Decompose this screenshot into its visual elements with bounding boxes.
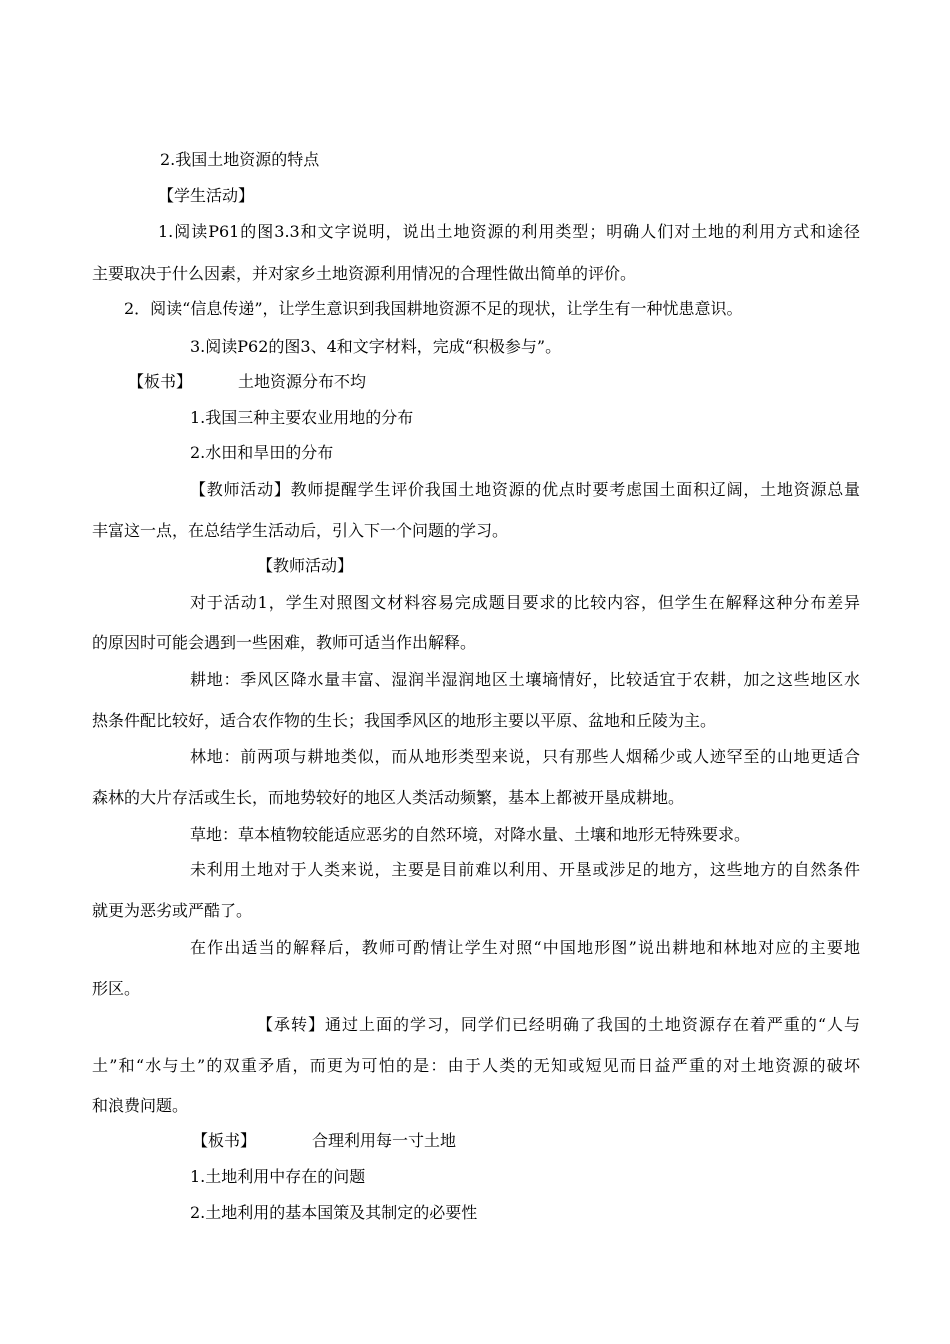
board-tag: 【板书】 bbox=[192, 1131, 257, 1150]
paragraph-line: 丰富这一点，在总结学生活动后，引入下一个问题的学习。 bbox=[92, 521, 509, 540]
paragraph-line: 对于活动1，学生对照图文材料容易完成题目要求的比较内容，但学生在解释这种分布差异 bbox=[190, 593, 860, 612]
paragraph-line: 【教师活动】教师提醒学生评价我国土地资源的优点时要考虑国土面积辽阔，土地资源总量 bbox=[190, 480, 860, 499]
board-item: 2.水田和旱田的分布 bbox=[190, 443, 334, 462]
teacher-activity-label: 【教师活动】 bbox=[257, 556, 354, 575]
paragraph-line: 1.阅读P61的图3.3和文字说明，说出土地资源的利用类型；明确人们对土地的利用方式和途径 bbox=[158, 222, 860, 241]
paragraph-line: 林地：前两项与耕地类似，而从地形类型来说，只有那些人烟稀少或人迹罕至的山地更适合 bbox=[190, 747, 860, 766]
paragraph-line: 3.阅读P62的图3、4和文字材料，完成“积极参与”。 bbox=[190, 337, 562, 356]
paragraph-line: 【承转】通过上面的学习，同学们已经明确了我国的土地资源存在着严重的“人与 bbox=[257, 1015, 860, 1034]
board-tag: 【板书】 bbox=[128, 372, 193, 391]
board-heading bbox=[128, 372, 366, 392]
paragraph-line: 热条件配比较好，适合农作物的生长；我国季风区的地形主要以平原、盆地和丘陵为主。 bbox=[92, 711, 717, 730]
paragraph-line: 2．阅读“信息传递”，让学生意识到我国耕地资源不足的现状，让学生有一种忧患意识。 bbox=[124, 299, 743, 318]
board-title: 合理利用每一寸土地 bbox=[312, 1131, 457, 1150]
paragraph-line: 和浪费问题。 bbox=[92, 1096, 189, 1115]
board-item: 1.我国三种主要农业用地的分布 bbox=[190, 408, 414, 427]
paragraph-line: 在作出适当的解释后，教师可酌情让学生对照“中国地形图”说出耕地和林地对应的主要地 bbox=[190, 938, 860, 957]
paragraph-line: 就更为恶劣或严酷了。 bbox=[92, 901, 253, 920]
paragraph-line: 形区。 bbox=[92, 979, 141, 998]
paragraph-line: 森林的大片存活或生长，而地势较好的地区人类活动频繁，基本上都被开垦成耕地。 bbox=[92, 788, 685, 807]
board-item: 1.土地利用中存在的问题 bbox=[190, 1167, 366, 1186]
board-heading bbox=[192, 1131, 456, 1151]
paragraph-line: 未利用土地对于人类来说，主要是目前难以利用、开垦或涉足的地方，这些地方的自然条件 bbox=[190, 860, 860, 879]
paragraph-line: 草地：草本植物较能适应恶劣的自然环境，对降水量、土壤和地形无特殊要求。 bbox=[190, 825, 751, 844]
student-activity-label: 【学生活动】 bbox=[158, 186, 255, 205]
section-heading: 2.我国土地资源的特点 bbox=[160, 150, 320, 169]
paragraph-line: 的原因时可能会遇到一些困难，教师可适当作出解释。 bbox=[92, 633, 477, 652]
paragraph-line: 土”和“水与土”的双重矛盾，而更为可怕的是：由于人类的无知或短见而日益严重的对土地资源的破坏 bbox=[92, 1056, 860, 1075]
paragraph-line: 主要取决于什么因素，并对家乡土地资源利用情况的合理性做出简单的评价。 bbox=[92, 264, 637, 283]
board-title: 土地资源分布不均 bbox=[238, 372, 367, 391]
board-item: 2.土地利用的基本国策及其制定的必要性 bbox=[190, 1203, 478, 1222]
paragraph-line: 耕地：季风区降水量丰富、湿润半湿润地区土壤墒情好，比较适宜于农耕，加之这些地区水 bbox=[190, 670, 860, 689]
